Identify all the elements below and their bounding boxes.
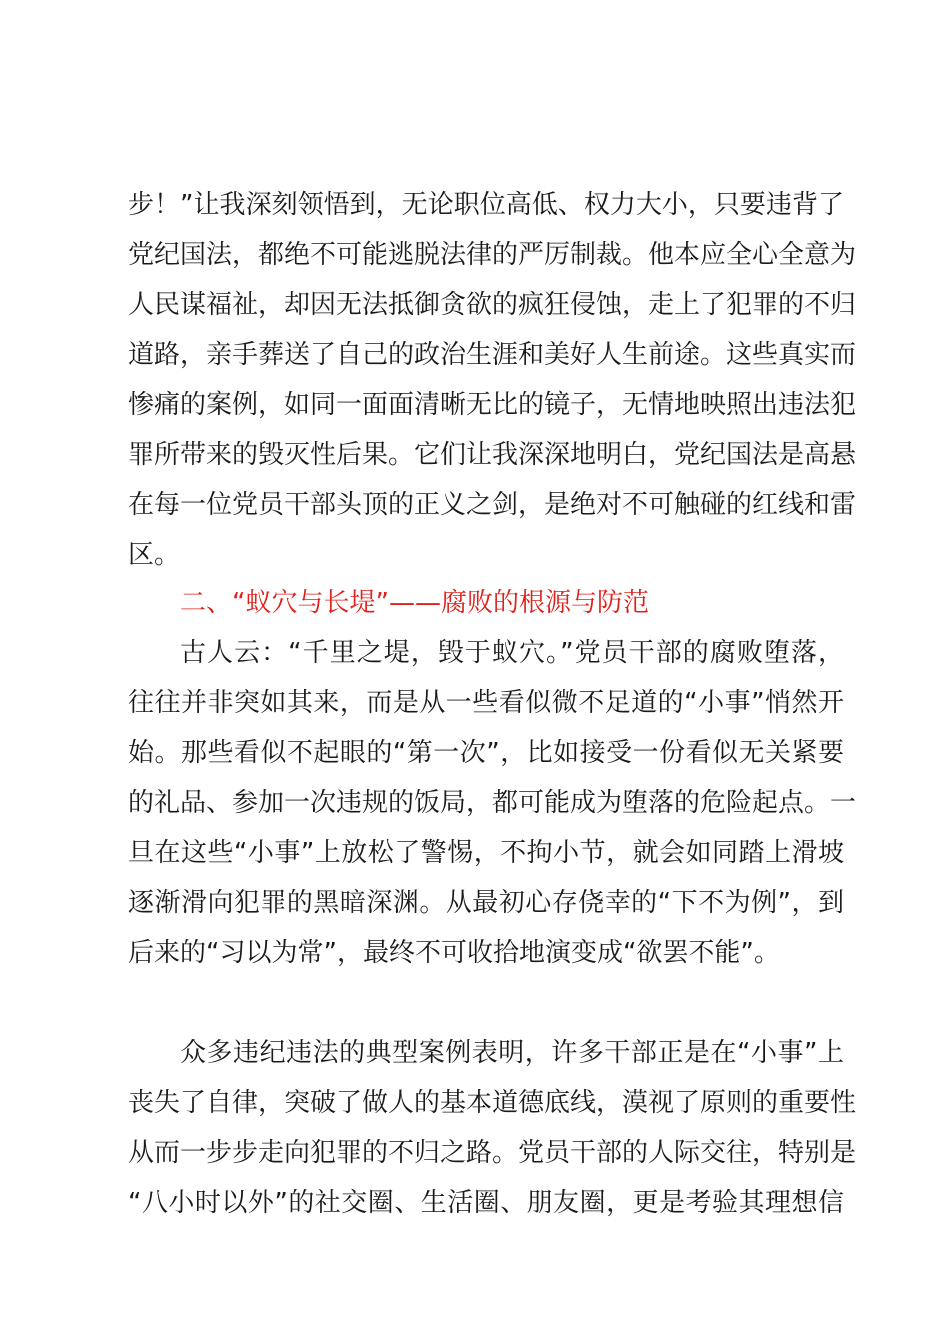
paragraph-line: 区。 xyxy=(128,540,181,570)
paragraph-line: 后来的“习以为常”，最终不可收拾地演变成“欲罢不能”。 xyxy=(128,938,780,968)
paragraph-line: 古人云：“千里之堤，毁于蚁穴。”党员干部的腐败堕落， xyxy=(180,638,844,668)
paragraph-line: “八小时以外”的社交圈、生活圈、朋友圈，更是考验其理想信 xyxy=(128,1188,844,1218)
paragraph-line: 丧失了自律，突破了做人的基本道德底线，漠视了原则的重要性 xyxy=(128,1088,857,1118)
paragraph-line: 人民谋福祉，却因无法抵御贪欲的疯狂侵蚀，走上了犯罪的不归 xyxy=(128,290,857,320)
section-heading: 二、“蚁穴与长堤”——腐败的根源与防范 xyxy=(180,588,649,618)
paragraph-line: 往往并非突如其来，而是从一些看似微不足道的“小事”悄然开 xyxy=(128,688,844,718)
paragraph-line: 罪所带来的毁灭性后果。它们让我深深地明白，党纪国法是高悬 xyxy=(128,440,857,470)
paragraph-line: 道路，亲手葬送了自己的政治生涯和美好人生前途。这些真实而 xyxy=(128,340,857,370)
paragraph-line: 众多违纪违法的典型案例表明，许多干部正是在“小事”上 xyxy=(180,1038,844,1068)
paragraph-line: 惨痛的案例，如同一面面清晰无比的镜子，无情地映照出违法犯 xyxy=(128,390,857,420)
paragraph-line: 党纪国法，都绝不可能逃脱法律的严厉制裁。他本应全心全意为 xyxy=(128,240,857,270)
paragraph-line: 的礼品、参加一次违规的饭局，都可能成为堕落的危险起点。一 xyxy=(128,788,857,818)
paragraph-line: 旦在这些“小事”上放松了警惕，不拘小节，就会如同踏上滑坡 xyxy=(128,838,844,868)
paragraph-line: 始。那些看似不起眼的“第一次”，比如接受一份看似无关紧要 xyxy=(128,738,844,768)
paragraph-line: 步！”让我深刻领悟到，无论职位高低、权力大小，只要违背了 xyxy=(128,190,844,220)
paragraph-line: 在每一位党员干部头顶的正义之剑，是绝对不可触碰的红线和雷 xyxy=(128,490,857,520)
paragraph-line: 逐渐滑向犯罪的黑暗深渊。从最初心存侥幸的“下不为例”，到 xyxy=(128,888,844,918)
paragraph-line: 从而一步步走向犯罪的不归之路。党员干部的人际交往，特别是 xyxy=(128,1138,857,1168)
